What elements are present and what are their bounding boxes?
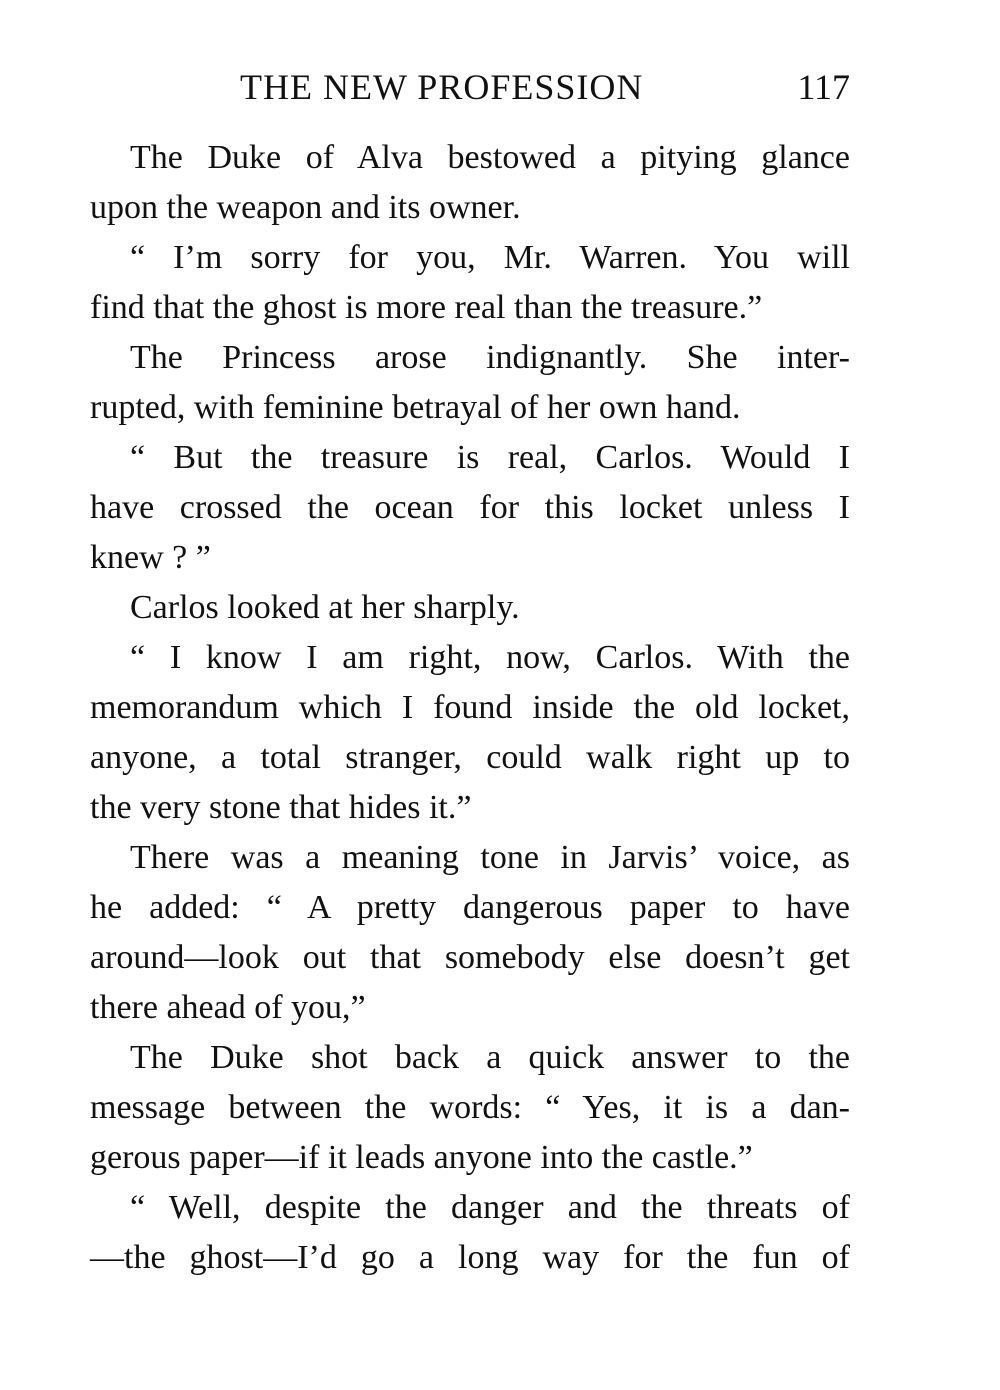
running-title: THE NEW PROFESSION bbox=[240, 67, 644, 107]
text-line: around—look out that somebody else doesn’t get bbox=[90, 939, 850, 976]
body-text bbox=[90, 133, 850, 1283]
text-line: “ I’m sorry for you, Mr. Warren. You will bbox=[130, 239, 850, 276]
text-line: gerous paper—if it leads anyone into the castle.” bbox=[90, 1139, 753, 1176]
text-line: The Princess arose indignantly. She inter- bbox=[130, 339, 850, 376]
text-line: There was a meaning tone in Jarvis’ voice, as bbox=[130, 839, 850, 876]
text-line: he added: “ A pretty dangerous paper to have bbox=[90, 889, 850, 926]
text-line: “ I know I am right, now, Carlos. With the bbox=[130, 639, 850, 676]
text-line: there ahead of you,” bbox=[90, 989, 366, 1026]
text-line: The Duke of Alva bestowed a pitying glance bbox=[130, 139, 850, 176]
text-line: the very stone that hides it.” bbox=[90, 789, 472, 826]
text-line: upon the weapon and its owner. bbox=[90, 189, 521, 226]
text-line: —the ghost—I’d go a long way for the fun of bbox=[90, 1239, 850, 1276]
text-line: knew ? ” bbox=[90, 539, 211, 576]
text-line: anyone, a total stranger, could walk right up to bbox=[90, 739, 850, 776]
text-line: The Duke shot back a quick answer to the bbox=[130, 1039, 850, 1076]
page-header bbox=[90, 62, 850, 112]
text-line: “ Well, despite the danger and the threats of bbox=[130, 1189, 850, 1226]
text-line: “ But the treasure is real, Carlos. Would I bbox=[130, 439, 850, 476]
text-line: find that the ghost is more real than the treasure.” bbox=[90, 289, 763, 326]
text-line: rupted, with feminine betrayal of her own hand. bbox=[90, 389, 741, 426]
text-line: Carlos looked at her sharply. bbox=[130, 589, 520, 626]
text-line: memorandum which I found inside the old locket, bbox=[90, 689, 850, 726]
text-line: message between the words: “ Yes, it is a dan- bbox=[90, 1089, 850, 1126]
page-number: 117 bbox=[797, 67, 850, 107]
text-line: have crossed the ocean for this locket unless I bbox=[90, 489, 850, 526]
